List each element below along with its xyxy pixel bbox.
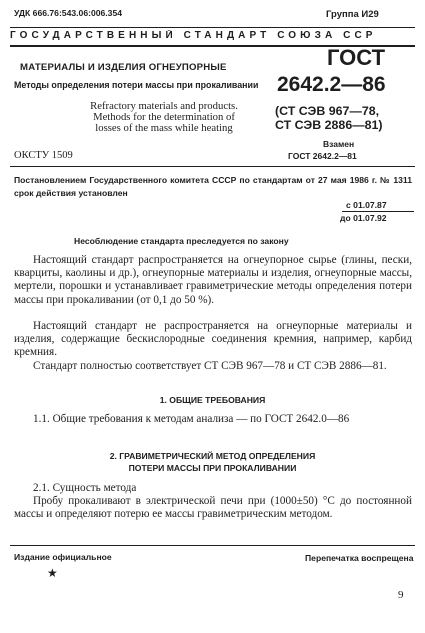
legal-warning: Несоблюдение стандарта преследуется по закону <box>74 236 289 246</box>
state-standard-banner: ГОСУДАРСТВЕННЫЙ СТАНДАРТ СОЮЗА ССР <box>10 30 377 41</box>
decree-text: Постановлением Государственного комитета СССР по стандартам от 27 мая 1986 г. № 1311 срок действия установлен <box>14 175 412 198</box>
replaces-label: Взамен <box>323 139 355 149</box>
section-2-1-text: Пробу прокаливают в электрической печи при (1000±50) °C до постоянной массы и определяют потерю ее массы гравиметрическим методом. <box>14 495 412 521</box>
st-sev-reference-2: СТ СЭВ 2886—81) <box>275 118 383 132</box>
group-code: Группа И29 <box>326 9 379 20</box>
reprint-prohibited-label: Перепечатка воспрещена <box>305 553 414 563</box>
footer-divider <box>10 545 415 546</box>
page-number: 9 <box>398 589 404 601</box>
replaces-value: ГОСТ 2642.2—81 <box>288 151 357 161</box>
standard-title-line-1: МАТЕРИАЛЫ И ИЗДЕЛИЯ ОГНЕУПОРНЫЕ <box>20 62 227 73</box>
title-divider <box>10 166 415 167</box>
section-2-heading-line-1: 2. ГРАВИМЕТРИЧЕСКИЙ МЕТОД ОПРЕДЕЛЕНИЯ <box>109 451 316 461</box>
section-2-heading-line-2: ПОТЕРИ МАССЫ ПРИ ПРОКАЛИВАНИИ <box>128 463 297 473</box>
gost-label: ГОСТ <box>327 45 386 70</box>
validity-from: с 01.07.87 <box>346 200 387 210</box>
section-2-1-heading <box>33 482 413 495</box>
oksty-code: ОКСТУ 1509 <box>14 150 73 161</box>
star-icon: ★ <box>47 566 58 580</box>
english-title <box>66 101 262 134</box>
st-sev-reference-1: (СТ СЭВ 967—78, <box>275 104 380 118</box>
validity-to: до 01.07.92 <box>340 213 387 223</box>
udk-code: УДК 666.76:543.06:006.354 <box>14 8 123 18</box>
validity-divider <box>342 211 414 212</box>
standard-title-line-2: Методы определения потери массы при прокаливании <box>14 80 259 90</box>
gost-number: 2642.2—86 <box>277 73 386 96</box>
official-edition-label: Издание официальное <box>14 552 112 562</box>
top-divider-thin <box>10 27 415 28</box>
section-1-heading: 1. ОБЩИЕ ТРЕБОВАНИЯ <box>159 395 266 405</box>
intro-paragraph-3: Стандарт полностью соответствует СТ СЭВ 967—78 и СТ СЭВ 2886—81. <box>33 360 387 372</box>
english-title-line-3: losses of the mass while heating <box>95 122 233 134</box>
english-title-line-2: Methods for the determination of <box>93 111 235 123</box>
section-2-1-heading-text: 2.1. Сущность метода <box>33 482 137 494</box>
intro-paragraph-2: Настоящий стандарт не распространяется на огнеупорные материалы и изделия, содержащие бескислородные соединения кремния, например, карбид кремния. <box>14 320 412 359</box>
intro-paragraph-1: Настоящий стандарт распространяется на огнеупорное сырье (глины, пески, кварциты, каолины и др.), огнеупорные материалы и изделия, огнеупорные массы, мертели, порошки и устанавливает гравиметрические методы определения потери массы при прокаливании (от 0,1 до 50 %). <box>14 254 412 306</box>
english-title-line-1: Refractory materials and products. <box>90 100 238 112</box>
section-1-text: 1.1. Общие требования к методам анализа — по ГОСТ 2642.0—86 <box>33 413 350 425</box>
